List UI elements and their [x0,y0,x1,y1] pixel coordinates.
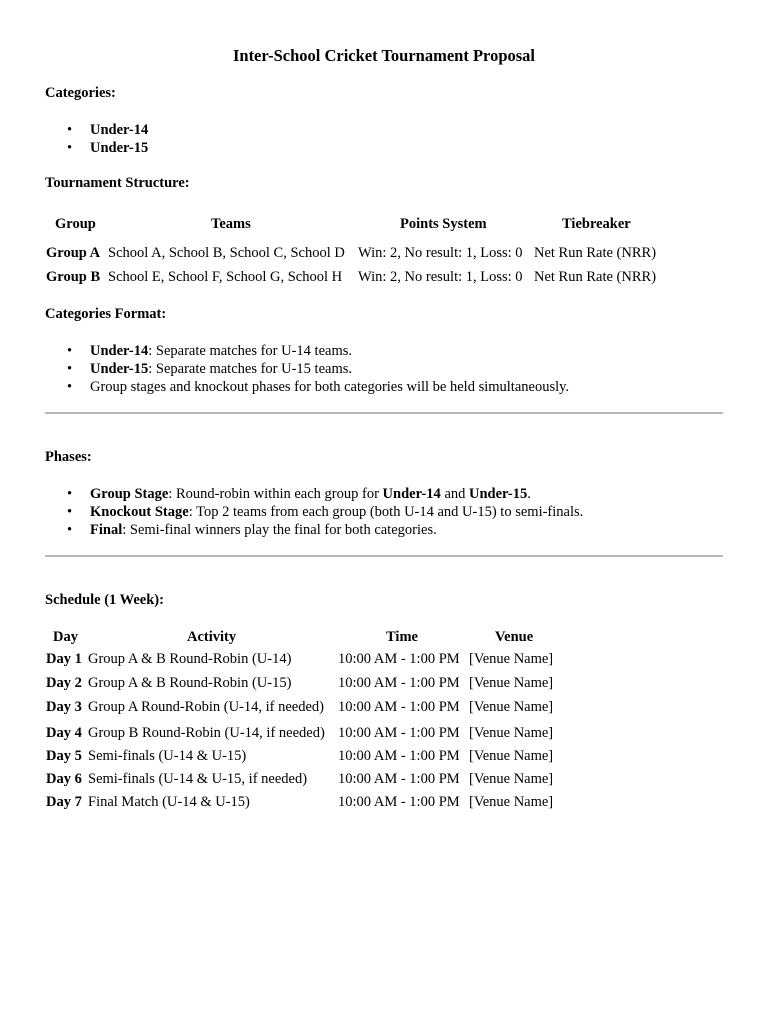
table-cell: [Venue Name] [469,748,554,764]
table-cell: Group B Round-Robin (U-14, if needed) [88,725,325,741]
table-cell: [Venue Name] [469,699,554,715]
list-item: • Under-14 [45,121,148,139]
phases-list [45,485,583,539]
table-cell: [Venue Name] [469,794,554,810]
format-list [45,342,569,396]
table-cell: Day 7 [46,794,82,810]
table-cell: [Venue Name] [469,675,554,691]
table-cell: 10:00 AM - 1:00 PM [338,748,460,764]
list-item: • Under-15 [45,139,148,157]
table-cell: Semi-finals (U-14 & U-15) [88,748,247,764]
table-cell: 10:00 AM - 1:00 PM [338,725,460,741]
column-header: Teams [211,216,251,232]
column-header: Tiebreaker [562,216,631,232]
table-cell: [Venue Name] [469,771,554,787]
table-cell: Day 5 [46,748,82,764]
table-cell: 10:00 AM - 1:00 PM [338,771,460,787]
divider [45,412,723,414]
table-cell: Win: 2, No result: 1, Loss: 0 [358,245,523,261]
list-item: • Knockout Stage: Top 2 teams from each group (both U-14 and U-15) to semi-finals. [45,503,583,521]
list-item: • Group stages and knockout phases for both categories will be held simultaneously. [45,378,569,396]
schedule-heading: Schedule (1 Week): [45,592,164,608]
table-cell: Day 6 [46,771,82,787]
table-cell: School E, School F, School G, School H [108,269,343,285]
table-cell: Group A [46,245,101,261]
table-cell: Group A & B Round-Robin (U-14) [88,651,292,667]
table-cell: [Venue Name] [469,651,554,667]
structure-heading: Tournament Structure: [45,175,190,191]
table-cell: Day 1 [46,651,82,667]
table-cell: 10:00 AM - 1:00 PM [338,675,460,691]
phases-heading: Phases: [45,449,92,465]
table-cell: [Venue Name] [469,725,554,741]
column-header: Activity [187,629,237,645]
document-title: Inter-School Cricket Tournament Proposal [232,46,536,65]
table-cell: 10:00 AM - 1:00 PM [338,794,460,810]
list-item: • Under-14: Separate matches for U-14 teams. [45,342,569,360]
table-cell: Final Match (U-14 & U-15) [88,794,250,810]
table-cell: Group B [46,269,101,285]
table-cell: Win: 2, No result: 1, Loss: 0 [358,269,523,285]
column-header: Venue [495,629,534,645]
divider [45,555,723,557]
table-cell: Net Run Rate (NRR) [534,269,657,285]
categories-heading: Categories: [45,85,116,101]
list-item: • Group Stage: Round-robin within each group for Under-14 and Under-15. [45,485,583,503]
table-cell: Semi-finals (U-14 & U-15, if needed) [88,771,308,787]
column-header: Points System [400,216,487,232]
table-cell: Day 2 [46,675,82,691]
format-heading: Categories Format: [45,306,167,322]
categories-list [45,121,148,157]
table-cell: Day 3 [46,699,82,715]
column-header: Day [53,629,78,645]
column-header: Group [55,216,96,232]
list-item: • Final: Semi-final winners play the final for both categories. [45,521,583,539]
table-cell: 10:00 AM - 1:00 PM [338,699,460,715]
table-cell: Day 4 [46,725,82,741]
table-cell: Net Run Rate (NRR) [534,245,657,261]
table-cell: Group A & B Round-Robin (U-15) [88,675,292,691]
table-cell: 10:00 AM - 1:00 PM [338,651,460,667]
table-cell: Group A Round-Robin (U-14, if needed) [88,699,324,715]
column-header: Time [386,629,418,645]
table-cell: School A, School B, School C, School D [108,245,345,261]
list-item: • Under-15: Separate matches for U-15 teams. [45,360,569,378]
